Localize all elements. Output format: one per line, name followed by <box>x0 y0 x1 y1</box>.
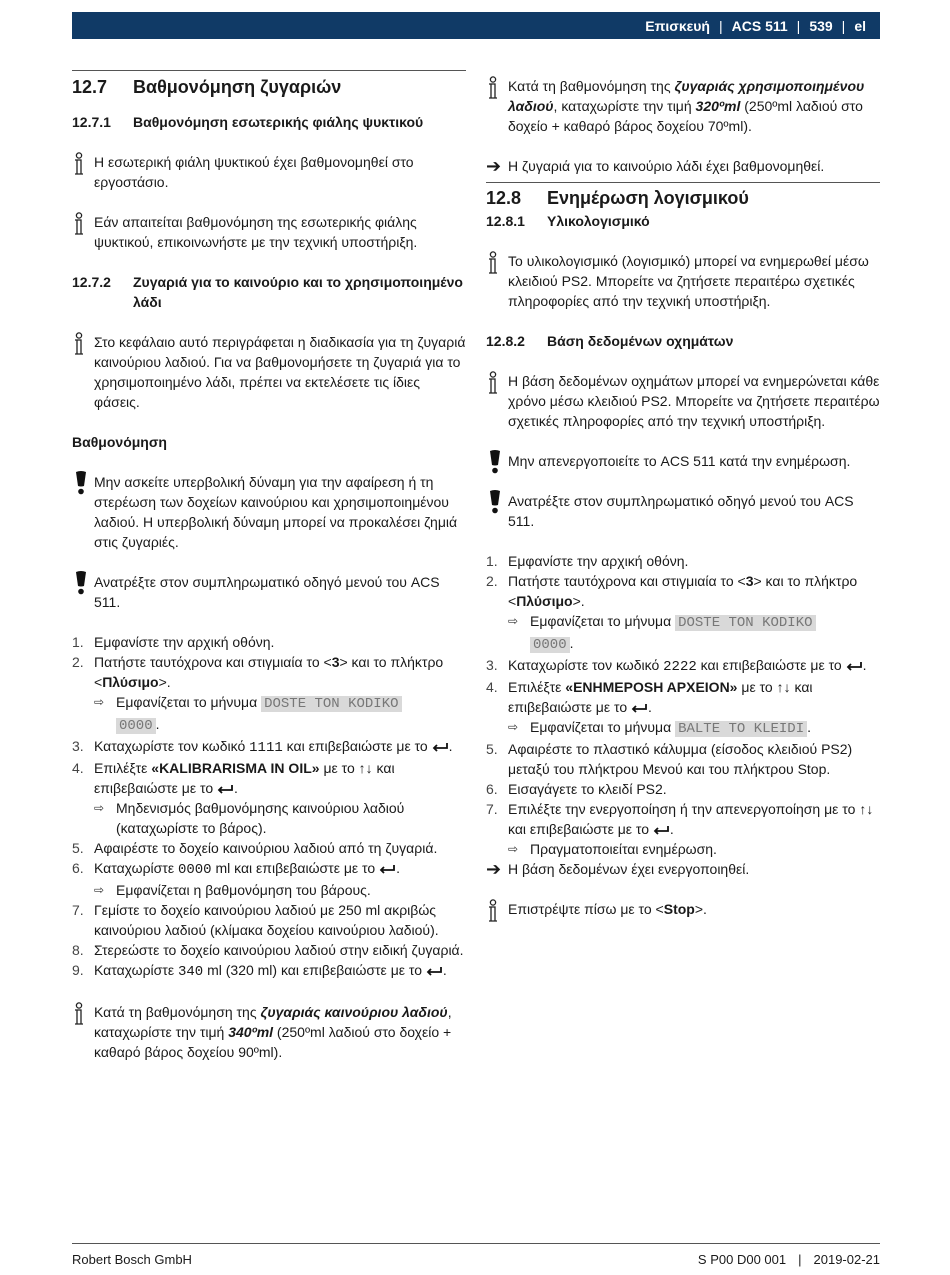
warning-note <box>486 491 880 531</box>
note-text-part: , καταχωρίστε την τιμή <box>94 1004 452 1040</box>
warning-icon <box>72 472 94 552</box>
display-message: BALTE TO KLEIDI <box>675 721 807 737</box>
key-label: 3 <box>331 654 340 670</box>
step-item <box>72 940 466 960</box>
subsection-title: Υλικολογισμικό <box>547 213 650 229</box>
section-number: 12.7 <box>72 77 108 97</box>
info-note <box>72 152 466 192</box>
step-text: Εμφανίστε την αρχική οθόνη. <box>94 634 275 650</box>
subsection-number: 12.7.1 <box>72 114 111 130</box>
header-language: el <box>854 17 866 34</box>
section-heading-12-7 <box>72 74 466 100</box>
result-arrow-icon: ⇨ <box>94 695 105 709</box>
section-number: 12.8 <box>486 188 522 208</box>
warning-icon <box>486 451 508 471</box>
info-note <box>486 899 880 919</box>
section-title: Βαθμονόμηση ζυγαριών <box>133 77 342 97</box>
step-text-part: και επιβεβαιώστε με το <box>94 760 395 796</box>
subsection-title: Βάση δεδομένων οχημάτων <box>547 333 734 349</box>
footer-right <box>698 1250 880 1270</box>
step-text <box>94 652 466 736</box>
result-text: . <box>569 635 574 651</box>
info-note-text <box>508 76 880 136</box>
info-icon <box>486 76 508 136</box>
header-separator: | <box>841 17 846 34</box>
step-text <box>94 858 466 900</box>
step-number: 6. <box>486 781 498 797</box>
step-text-part: Καταχωρίστε <box>94 962 178 978</box>
header-page-number: 539 <box>809 17 833 34</box>
warning-note-text: Ανατρέξτε στον συμπληρωματικό οδηγό μενού του ACS 511. <box>94 574 440 610</box>
step-text-part: > και το πλήκτρο < <box>94 654 444 690</box>
info-note <box>72 1002 466 1062</box>
menu-item-label: «ENHMEPOSH APXEION» <box>565 679 738 695</box>
step-text: Εμφανίστε την αρχική οθόνη. <box>508 553 689 569</box>
warning-note-text: Μην απενεργοποιείτε το ACS 511 κατά την ενημέρωση. <box>508 453 851 469</box>
code-value: 1111 <box>249 740 283 756</box>
header-separator: | <box>718 17 723 34</box>
info-icon <box>486 899 508 919</box>
step-text-part: και επιβεβαιώστε με το <box>282 738 432 754</box>
step-text: Στερεώστε το δοχείο καινούριου λαδιού στην ειδική ζυγαριά. <box>94 942 464 958</box>
header-separator: | <box>796 17 801 34</box>
warning-note-text: Ανατρέξτε στον συμπληρωματικό οδηγό μενού του ACS 511. <box>508 493 854 529</box>
header-product: ACS 511 <box>731 17 788 34</box>
header-section: Επισκευή <box>645 17 710 34</box>
step-text-part: Επιλέξτε <box>508 679 566 695</box>
section-rule <box>72 70 466 71</box>
step-item <box>486 677 880 739</box>
step-text-part: ml (320 ml) και επιβεβαιώστε με το <box>203 962 426 978</box>
step-text-part: >. <box>158 674 171 690</box>
step-text-part: . <box>448 738 453 754</box>
step-text-part: και επιβεβαιώστε με το <box>696 657 846 673</box>
step-number: 9. <box>72 962 84 978</box>
note-emphasis: ζυγαριάς χρησιμοποιημένου λαδιού <box>508 78 865 114</box>
result-text: Πραγματοποιείται ενημέρωση. <box>530 841 717 857</box>
info-note-text: Εάν απαιτείται βαθμονόμηση της εσωτερικής φιάλης ψυκτικού, επικοινωνήστε με την τεχνική υποστήριξη. <box>94 214 418 250</box>
left-column <box>72 70 466 1062</box>
step-number: 2. <box>72 654 84 670</box>
up-arrow-icon: ↑ <box>358 760 366 776</box>
step-item <box>72 858 466 900</box>
enter-key-icon <box>846 661 863 671</box>
note-text-part: , καταχωρίστε την τιμή <box>553 98 696 114</box>
result-text: Η ζυγαριά για το καινούριο λάδι έχει βαθμονομηθεί. <box>508 158 825 174</box>
result-arrow-icon: ⇨ <box>508 842 519 856</box>
step-text-part: με το <box>737 679 777 695</box>
step-item <box>486 799 880 859</box>
warning-note <box>72 572 466 612</box>
note-emphasis: ζυγαριάς καινούριου λαδιού <box>260 1004 448 1020</box>
step-result <box>94 798 466 838</box>
info-icon <box>72 212 94 252</box>
result-arrow-icon: ⇨ <box>508 720 519 734</box>
subsection-heading-12-7-1 <box>72 112 466 132</box>
step-number: 5. <box>72 840 84 856</box>
step-text: Αφαιρέστε το δοχείο καινούριου λαδιού από τη ζυγαριά. <box>94 840 438 856</box>
step-text-part: Καταχωρίστε <box>94 860 178 876</box>
info-note <box>486 371 880 431</box>
step-text-part: με το <box>319 760 359 776</box>
step-item <box>72 736 466 758</box>
section-rule <box>486 182 880 183</box>
note-text-part: (250ºml λαδιού στο δοχείο + καθαρό βάρος δοχείου 70ºml). <box>508 98 863 134</box>
warning-icon <box>72 572 94 612</box>
step-text-part: και επιβεβαιώστε με το <box>508 821 653 837</box>
key-label: 3 <box>745 573 754 589</box>
step-item <box>72 632 466 652</box>
note-emphasis: 320ºml <box>695 98 741 114</box>
footer-doc-id: S P00 D00 001 <box>697 1252 787 1267</box>
calibration-steps <box>72 632 466 982</box>
step-item <box>486 739 880 779</box>
page-header-bar <box>72 12 880 39</box>
note-text-part: Κατά τη βαθμονόμηση της <box>94 1004 261 1020</box>
step-number: 7. <box>486 801 498 817</box>
menu-item-label: «KALIBRARISMA IN OIL» <box>151 760 320 776</box>
info-note-text <box>94 1002 466 1062</box>
step-result <box>94 880 466 900</box>
step-text-part: . <box>396 860 400 876</box>
info-icon <box>486 251 508 311</box>
result-arrow-icon: ➔ <box>486 859 502 879</box>
result-text: Μηδενισμός βαθμονόμησης καινούριου λαδιού (καταχωρίστε το βάρος). <box>116 800 405 836</box>
info-icon <box>72 332 94 412</box>
step-text-part: Επιλέξτε <box>94 760 152 776</box>
key-label: Πλύσιμο <box>516 593 573 609</box>
info-note-text: Το υλικολογισμικό (λογισμικό) μπορεί να ενημερωθεί μέσω κλειδιού PS2. Μπορείτε να ζητήσετε περαιτέρω σχετικές πληροφορίες από την τεχνική υποστήριξη. <box>508 253 869 309</box>
display-message: 0000 <box>116 718 156 734</box>
subsection-number: 12.8.1 <box>486 213 525 229</box>
down-arrow-icon: ↓ <box>866 801 874 817</box>
footer-separator: | <box>798 1252 802 1267</box>
update-steps <box>486 551 880 859</box>
display-message: DOSTE TON KODIKO <box>261 696 401 712</box>
step-number: 6. <box>72 860 84 876</box>
code-value: 2222 <box>663 659 697 675</box>
info-note <box>72 332 466 412</box>
step-text <box>508 655 880 677</box>
subsection-number: 12.8.2 <box>486 333 525 349</box>
subsection-title: Ζυγαριά για το καινούριο και το χρησιμοποιημένο λάδι <box>133 274 463 310</box>
step-item <box>72 838 466 858</box>
section-title: Ενημέρωση λογισμικού <box>547 188 749 208</box>
result-text: . <box>807 719 812 735</box>
subsection-title: Βαθμονόμηση εσωτερικής φιάλης ψυκτικού <box>133 114 424 130</box>
result-text: Εμφανίζεται η βαθμονόμηση του βάρους. <box>116 882 371 898</box>
enter-key-icon <box>217 784 234 794</box>
step-number: 3. <box>72 738 84 754</box>
step-item <box>486 655 880 677</box>
warning-note <box>486 451 880 471</box>
info-note-text: Στο κεφάλαιο αυτό περιγράφεται η διαδικασία για τη ζυγαριά καινούριου λαδιού. Για να βαθμονομήσετε τη ζυγαριά για το χρησιμοποιημένο λάδι, πρέπει να εκτελέσετε τις ίδιες φάσεις. <box>94 334 466 410</box>
step-number: 7. <box>72 902 84 918</box>
step-text: Γεμίστε το δοχείο καινούριου λαδιού με 250 ml ακριβώς καινούριου λαδιού (κλίμακα δοχείου καινούριου λαδιού). <box>94 902 439 938</box>
step-text <box>508 571 880 655</box>
footer-company: Robert Bosch GmbH <box>72 1252 192 1267</box>
step-number: 3. <box>486 657 498 673</box>
note-emphasis: 340ºml <box>228 1024 274 1040</box>
footer-rule <box>72 1243 880 1244</box>
step-item <box>72 900 466 940</box>
step-text-part: Καταχωρίστε τον κωδικό <box>94 738 250 754</box>
info-icon <box>486 371 508 431</box>
step-text-part: ml και επιβεβαιώστε με το <box>211 860 380 876</box>
info-note <box>72 212 466 252</box>
info-note <box>486 76 880 136</box>
result-text: Εμφανίζεται το μήνυμα <box>116 694 262 710</box>
note-text-part: (250ºml λαδιού στο δοχείο + καθαρό βάρος δοχείου 90ºml). <box>94 1024 452 1060</box>
step-result <box>508 611 880 655</box>
result-arrow-icon: ➔ <box>486 156 502 176</box>
result-arrow-icon: ⇨ <box>94 883 105 897</box>
result-line <box>486 859 880 879</box>
result-text: . <box>155 716 160 732</box>
result-text: Εμφανίζεται το μήνυμα <box>530 719 676 735</box>
info-icon <box>72 152 94 192</box>
key-label: Stop <box>663 901 695 917</box>
info-icon <box>72 1002 94 1062</box>
step-number: 4. <box>72 760 84 776</box>
enter-key-icon <box>631 703 648 713</box>
calibration-heading: Βαθμονόμηση <box>72 434 167 450</box>
step-text: Αφαιρέστε το πλαστικό κάλυμμα (είσοδος κλειδιού PS2) μεταξύ του πλήκτρου Μενού και του πλήκτρου Stop. <box>508 741 853 777</box>
result-line <box>486 156 880 176</box>
step-text-part: . <box>234 780 238 796</box>
key-label: Πλύσιμο <box>102 674 159 690</box>
step-result <box>508 839 880 859</box>
step-item <box>72 960 466 982</box>
display-message: 0000 <box>530 637 570 653</box>
step-item <box>72 652 466 736</box>
step-item <box>486 551 880 571</box>
step-text <box>94 960 466 982</box>
step-text-part: . <box>669 821 674 837</box>
up-arrow-icon: ↑ <box>859 801 867 817</box>
result-arrow-icon: ⇨ <box>508 614 519 628</box>
step-item <box>486 779 880 799</box>
display-message: DOSTE TON KODIKO <box>675 615 815 631</box>
info-note-text: Η βάση δεδομένων οχημάτων μπορεί να ενημερώνεται κάθε χρόνο μέσω κλειδιού PS2. Μπορείτε να ζητήσετε περαιτέρω σχετικές πληροφορίες από την τεχνική υποστήριξη. <box>508 373 880 429</box>
down-arrow-icon: ↓ <box>365 760 373 776</box>
step-number: 8. <box>72 942 84 958</box>
info-note <box>486 251 880 311</box>
info-note-text <box>508 899 880 919</box>
step-text-part: . <box>648 699 652 715</box>
step-text <box>94 758 466 838</box>
enter-key-icon <box>653 825 670 835</box>
enter-key-icon <box>379 864 396 874</box>
step-number: 2. <box>486 573 498 589</box>
subsection-heading-12-8-1 <box>486 211 880 231</box>
step-text-part: >. <box>572 593 585 609</box>
code-value: 340 <box>177 964 204 980</box>
step-text-part: . <box>442 962 447 978</box>
code-value: 0000 <box>177 862 212 878</box>
info-note-text: Η εσωτερική φιάλη ψυκτικού έχει βαθμονομηθεί στο εργοστάσιο. <box>94 154 414 190</box>
step-number: 1. <box>72 634 84 650</box>
subsection-heading-12-7-2 <box>72 272 466 312</box>
result-text: Η βάση δεδομένων έχει ενεργοποιηθεί. <box>508 861 750 877</box>
step-text <box>508 677 880 739</box>
step-text-part: Πατήστε ταυτόχρονα και στιγμιαία το < <box>508 573 746 589</box>
enter-key-icon <box>426 966 443 976</box>
down-arrow-icon: ↓ <box>783 679 791 695</box>
enter-key-icon <box>432 742 449 752</box>
step-text <box>508 799 880 859</box>
step-text-part: Καταχωρίστε τον κωδικό <box>508 657 664 673</box>
step-number: 4. <box>486 679 498 695</box>
warning-note-text: Μην ασκείτε υπερβολική δύναμη για την αφαίρεση ή τη στερέωση των δοχείων καινούριου και χρησιμοποιημένου λαδιού. Η υπερβολική δύναμη μπορεί να προκαλέσει ζημιά στις ζυγαριές. <box>94 474 458 550</box>
section-heading-12-8 <box>486 185 880 211</box>
step-result <box>94 692 466 736</box>
subsection-heading-12-8-2 <box>486 331 880 351</box>
warning-icon <box>486 491 508 531</box>
step-item <box>486 571 880 655</box>
step-number: 5. <box>486 741 498 757</box>
footer-date: 2019-02-21 <box>813 1252 880 1267</box>
step-number: 1. <box>486 553 498 569</box>
step-text-part: Πατήστε ταυτόχρονα και στιγμιαία το < <box>94 654 332 670</box>
step-text <box>94 736 466 758</box>
up-arrow-icon: ↑ <box>776 679 784 695</box>
step-result <box>508 717 880 739</box>
step-text: Εισαγάγετε το κλειδί PS2. <box>508 781 667 797</box>
note-text-part: Κατά τη βαθμονόμηση της <box>508 78 675 94</box>
subsection-number: 12.7.2 <box>72 274 111 290</box>
step-text-part: . <box>862 657 867 673</box>
step-text-part: Επιλέξτε την ενεργοποίηση ή την απενεργοποίηση με το <box>508 801 860 817</box>
note-text-part: >. <box>694 901 707 917</box>
warning-note <box>72 472 466 552</box>
step-text-part: και επιβεβαιώστε με το <box>508 679 813 715</box>
note-text-part: Επιστρέψτε πίσω με το < <box>508 901 664 917</box>
step-text-part: > και το πλήκτρο < <box>508 573 858 609</box>
result-text: Εμφανίζεται το μήνυμα <box>530 613 676 629</box>
result-arrow-icon: ⇨ <box>94 801 105 815</box>
step-item <box>72 758 466 838</box>
right-column <box>486 70 880 919</box>
